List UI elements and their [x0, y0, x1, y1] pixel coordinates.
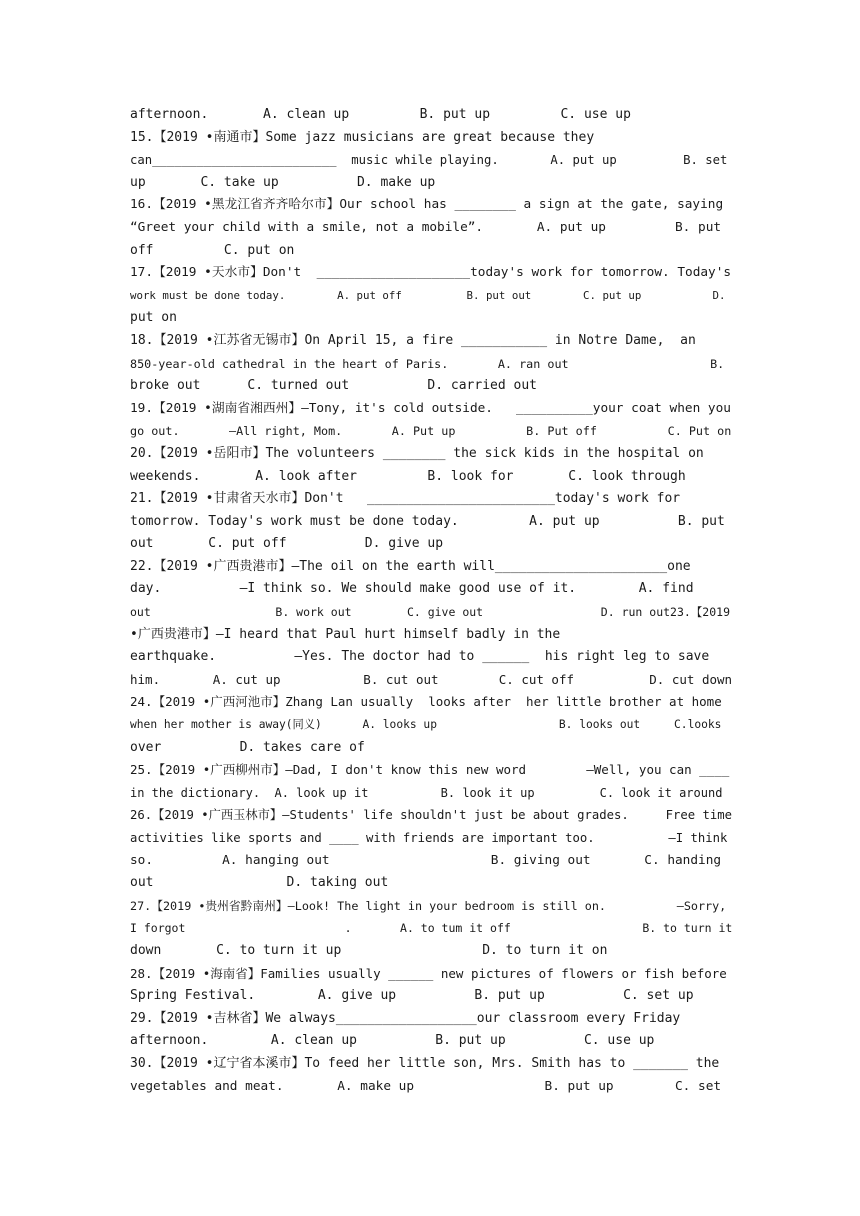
text-line: him. A. cut up B. cut out C. cut off D. cut down — [130, 671, 732, 687]
text-line: 28.【2019 •海南省】Families usually ______ new pictures of flowers or fish before — [130, 965, 727, 981]
text-line: up C. take up D. make up — [130, 174, 436, 190]
text-line: 16.【2019 •黑龙江省齐齐哈尔市】Our school has ________ a sign at the gate, saying — [130, 197, 724, 213]
text-line: in the dictionary. A. look up it B. look it up C. look it around — [130, 785, 723, 800]
text-line: afternoon. A. clean up B. put up C. use up — [130, 1033, 655, 1049]
text-line: over D. takes care of — [130, 739, 365, 755]
text-line: 29.【2019 •吉林省】We always__________________our classroom every Friday — [130, 1010, 681, 1026]
text-line: •广西贵港市】—I heard that Paul hurt himself badly in the — [130, 626, 561, 642]
text-line: can_________________________ music while playing. A. put up B. set — [130, 153, 728, 168]
text-line: 15.【2019 •南通市】Some jazz musicians are great because they — [130, 129, 595, 145]
text-line: off C. put on — [130, 242, 295, 258]
text-line: 30.【2019 •辽宁省本溪市】To feed her little son, Mrs. Smith has to _______ the — [130, 1055, 720, 1071]
text-line: so. A. hanging out B. giving out C. handing — [130, 852, 722, 868]
text-line: tomorrow. Today's work must be done today. A. put up B. put — [130, 513, 725, 529]
text-line: 20.【2019 •岳阳市】The volunteers ________ the sick kids in the hospital on — [130, 445, 704, 461]
text-line: 17.【2019 •天水市】Don't ____________________today's work for tomorrow. Today's — [130, 265, 732, 281]
text-line: put on — [130, 310, 177, 326]
text-line: go out. —All right, Mom. A. Put up B. Put off C. Put on — [130, 424, 732, 439]
text-line: 25.【2019 •广西柳州市】—Dad, I don't know this new word —Well, you can ____ — [130, 762, 730, 778]
text-line: 26.【2019 •广西玉林市】—Students' life shouldn't just be about grades. Free time — [130, 808, 732, 823]
text-line: earthquake. —Yes. The doctor had to ______ his right leg to save — [130, 649, 710, 665]
text-line: afternoon. A. clean up B. put up C. use up — [130, 107, 631, 122]
text-line: out B. work out C. give out D. run out23.【2019 — [130, 605, 731, 620]
text-line: 27.【2019 •贵州省黔南州】—Look! The light in your bedroom is still on. —Sorry, — [130, 898, 727, 913]
document-page — [130, 104, 732, 1098]
text-line: “Greet your child with a smile, not a mobile”. A. put up B. put — [130, 219, 722, 235]
text-line: day. —I think so. We should make good use of it. A. find — [130, 581, 694, 597]
text-line: when her mother is away(同义) A. looks up B. looks out C.looks — [130, 718, 722, 732]
text-line: 24.【2019 •广西河池市】Zhang Lan usually looks after her little brother at home — [130, 694, 722, 710]
text-line: out C. put off D. give up — [130, 536, 444, 552]
text-line: out D. taking out — [130, 875, 389, 891]
text-line: activities like sports and ____ with friends are important too. —I think — [130, 831, 728, 845]
text-line: down C. to turn it up D. to turn it on — [130, 942, 608, 958]
text-line: work must be done today. A. put off B. put out C. put up D. — [130, 288, 726, 302]
text-line: Spring Festival. A. give up B. put up C. set up — [130, 988, 694, 1004]
text-line: weekends. A. look after B. look for C. look through — [130, 468, 686, 484]
text-line: 21.【2019 •甘肃省天水市】Don't ________________________today's work for — [130, 491, 681, 507]
text-line: broke out C. turned out D. carried out — [130, 378, 537, 394]
text-line: I forgot . A. to tum it off B. to turn it — [130, 921, 732, 936]
text-line: 850-year-old cathedral in the heart of Paris. A. ran out B. — [130, 356, 725, 371]
text-line: 22.【2019 •广西贵港市】—The oil on the earth will______________________one — [130, 558, 691, 574]
text-line: vegetables and meat. A. make up B. put up C. set — [130, 1078, 722, 1094]
text-line: 19.【2019 •湖南省湘西州】—Tony, it's cold outside. __________your coat when you — [130, 400, 731, 416]
text-line: 18.【2019 •江苏省无锡市】On April 15, a fire ___________ in Notre Dame, an — [130, 332, 696, 348]
